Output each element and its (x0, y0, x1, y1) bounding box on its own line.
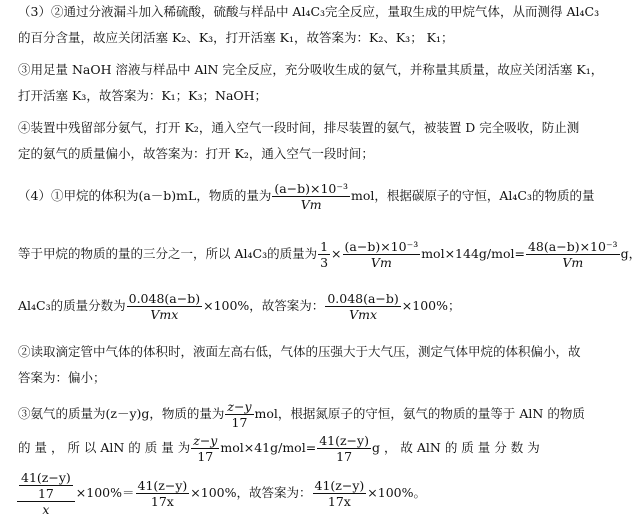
p4-line7 (18, 430, 540, 466)
fraction-num: z−y (193, 433, 218, 448)
p4-line3-text-c: ×100%； (401, 298, 461, 313)
fraction-den: x (42, 502, 50, 517)
fraction-num: 41(z−y) (137, 478, 188, 493)
p4-line1 (18, 178, 595, 214)
fraction-num: 1 (320, 239, 329, 254)
fraction-den: Vmx (349, 307, 378, 322)
fraction-moles (343, 239, 421, 270)
p4-line7-text-c: g ， 故 AlN 的 质 量 分 数 为 (371, 440, 540, 455)
fraction-num: 41(z−y) (314, 478, 365, 493)
p4-line5: 答案为：偏小； (18, 370, 106, 385)
p4-line6-text-a: ③氨气的质量为(z－y)g，物质的量为 (18, 406, 225, 421)
fraction-answer (325, 291, 400, 322)
p4-line2: 等于甲烷的物质的量的三分之一，所以 Al₄C₃的质量为 $\frac{1}{3}$ × $\frac{\text{(a−b)×10⁻³}}{Vm}$ mol×144g/mol= $\frac{\text{48(a−b)×10⁻³}}{Vm}$ g， (18, 239, 641, 270)
fraction-aln-percent (136, 478, 190, 509)
p4-line4: ②读取滴定管中气体的体积时，液面左高右低，气体的压强大于大气压，测定气体甲烷的体积偏小，故 (18, 344, 581, 359)
fraction-one-third (318, 239, 330, 270)
p4-line6 (18, 396, 585, 432)
fraction-num: (a−b)×10⁻³ (344, 239, 419, 254)
fraction-num: 0.048(a−b) (327, 291, 399, 306)
fraction-num: 0.048(a−b) (128, 291, 201, 306)
p4-line2-text-a: 等于甲烷的物质的量的三分之一，所以 Al₄C₃的质量为 (18, 246, 318, 261)
p4-line7-text-b: mol×41g/mol= (220, 440, 317, 455)
p4-line3 (18, 288, 461, 324)
fraction-den: 17x (327, 494, 351, 509)
p3-line3: ③用足量 NaOH 溶液与样品中 AlN 完全反应，充分吸收生成的氨气，并称量其质量，故应关闭活塞 K₁， (18, 62, 604, 77)
fraction-mass (526, 239, 620, 270)
fraction-num: 41(z−y) (21, 470, 71, 485)
fraction-compound (17, 470, 75, 517)
p4-line6-text-b: mol，根据氮原子的守恒，氨气的物质的量等于 AlN 的物质 (254, 406, 585, 421)
fraction-inner (19, 470, 73, 501)
p3-line6: 定的氨气的质量偏小，故答案为：打开 K₂，通入空气一段时间； (18, 146, 374, 161)
fraction-al4c3-percent (127, 291, 202, 322)
fraction-aln-moles (191, 433, 219, 464)
fraction-final-answer (313, 478, 367, 509)
fraction-num: 41(z−y) (319, 433, 369, 448)
p4-line1-text-a: （4）①甲烷的体积为(a－b)mL，物质的量为 (18, 188, 272, 203)
fraction-aln-mass (317, 433, 371, 464)
p4-line1-text-b: mol，根据碳原子的守恒，Al₄C₃的物质的量 (351, 188, 595, 203)
fraction-den: 3 (320, 255, 329, 270)
p4-line8-text-b: ×100%，故答案为： (190, 485, 312, 500)
fraction-den: 17x (150, 494, 174, 509)
fraction-num: z−y (227, 399, 252, 414)
p3-line2: 的百分含量，故应关闭活塞 K₂、K₃，打开活塞 K₁，故答案为：K₂、K₃； K₁； (18, 30, 454, 45)
p4-line8-text-c: ×100%。 (367, 485, 426, 500)
fraction-den: 17 (37, 486, 54, 501)
fraction-den: Vmx (150, 307, 179, 322)
p4-line2-text-b: mol×144g/mol= (421, 246, 525, 261)
p4-line3-text-b: ×100%，故答案为： (203, 298, 325, 313)
fraction-den: 17 (197, 449, 214, 464)
fraction-den: Vm (562, 255, 584, 270)
fraction-den: 17 (231, 415, 248, 430)
fraction-num (17, 470, 75, 502)
fraction-methane-moles (272, 181, 350, 212)
fraction-den: Vm (300, 197, 322, 212)
p4-line7-text-a: 的 量 ， 所 以 AlN 的 质 量 为 (18, 440, 191, 455)
fraction-den: Vm (370, 255, 392, 270)
p3-line5: ④装置中残留部分氨气，打开 K₂，通入空气一段时间，排尽装置的氨气，被装置 D 完全吸收，防止测 (18, 120, 580, 135)
fraction-num: (a−b)×10⁻³ (274, 181, 348, 196)
p3-line4: 打开活塞 K₃，故答案为：K₁；K₃；NaOH； (18, 88, 268, 103)
p4-line3-text-a: Al₄C₃的质量分数为 (18, 298, 126, 313)
fraction-den: 17 (336, 449, 353, 464)
fraction-ammonia-moles (225, 399, 253, 430)
fraction-num: 48(a−b)×10⁻³ (527, 239, 618, 254)
p4-line8 (16, 468, 426, 518)
p3-line1: （3）②通过分液漏斗加入稀硫酸，硫酸与样品中 Al₄C₃完全反应，量取生成的甲烷气体，从而测得 Al₄C₃ (18, 4, 600, 19)
p4-line2-text-c: g， (620, 246, 641, 261)
p4-line8-text-a: ×100%＝ (75, 485, 135, 500)
